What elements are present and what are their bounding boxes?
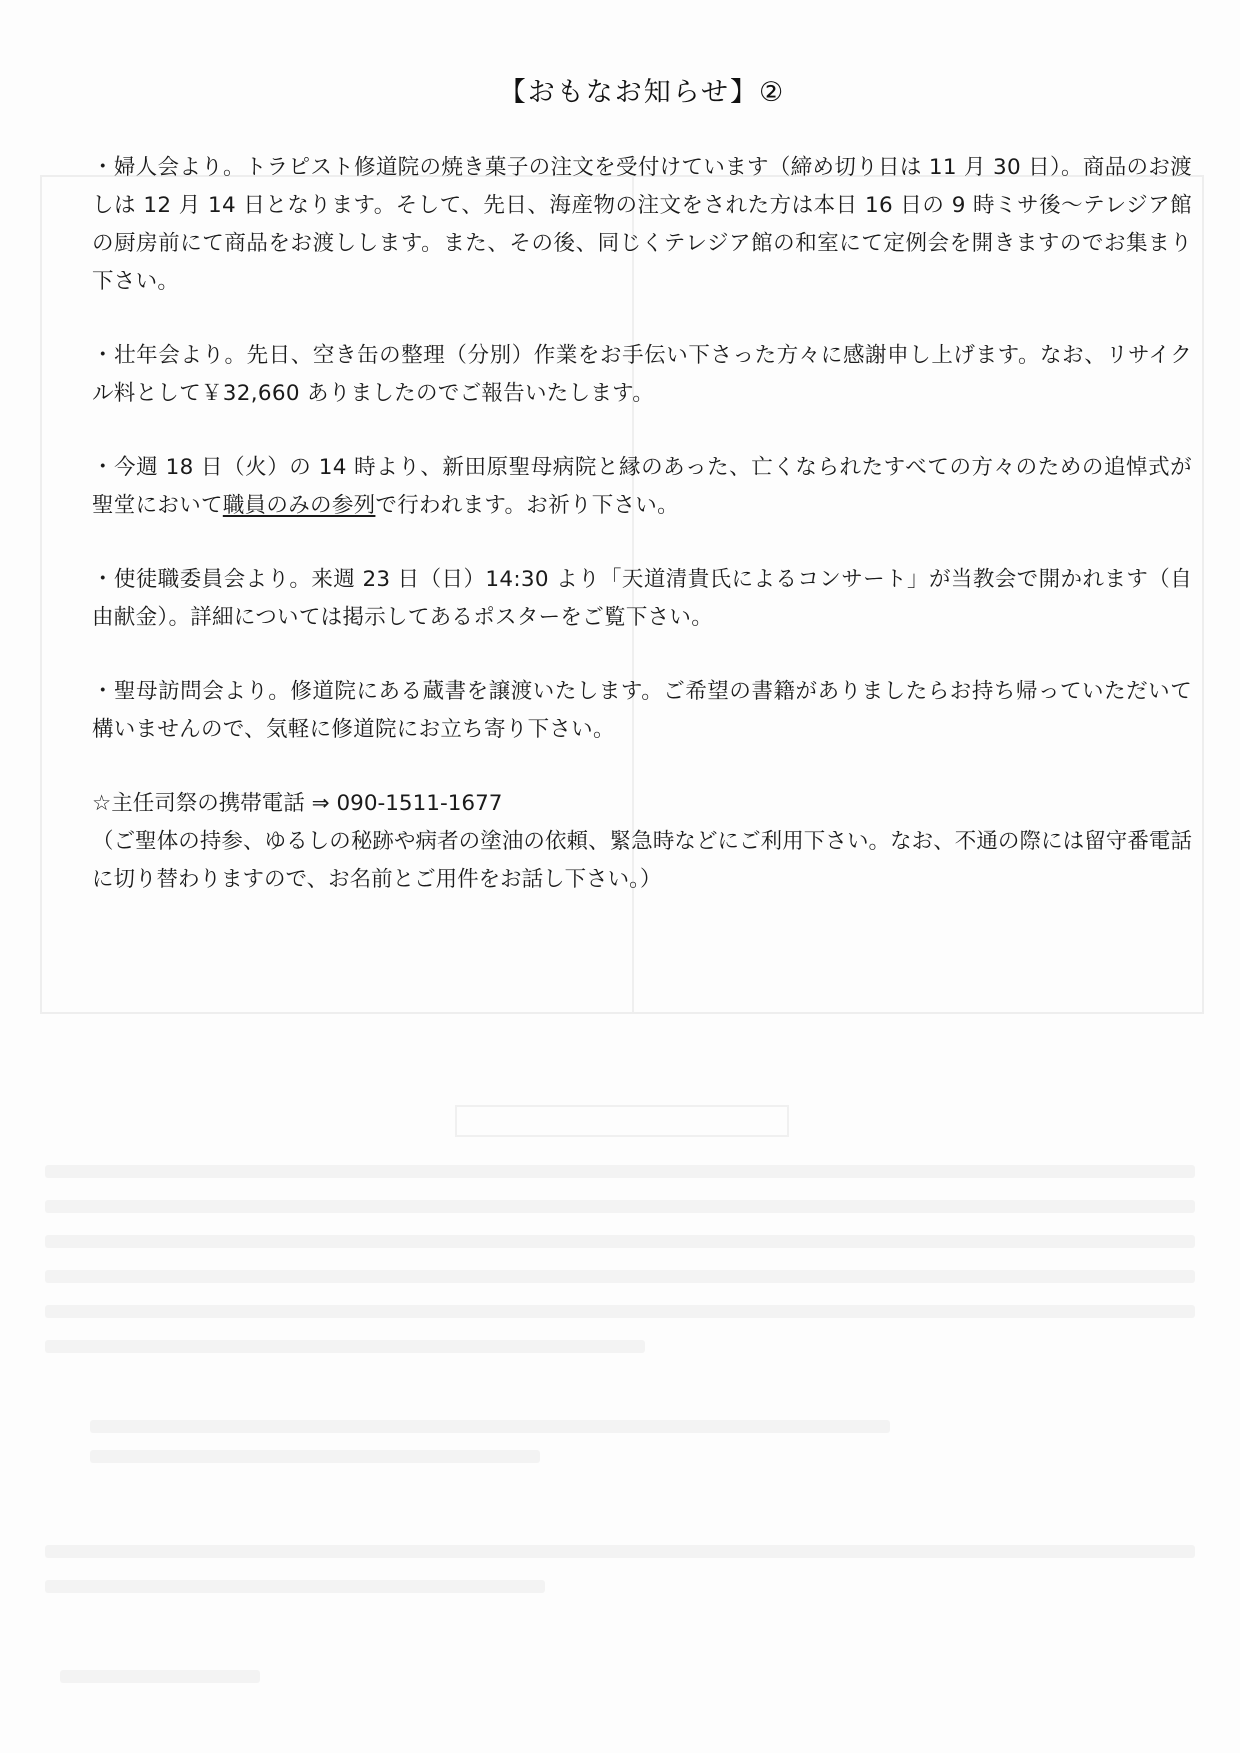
show-through-line — [60, 1670, 260, 1683]
show-through-line — [45, 1580, 545, 1593]
show-through-line — [45, 1235, 1195, 1248]
notice-memorial-text-before: ・今週 18 日（火）の 14 時より、新田原聖母病院と縁のあった、亡くなられたすべての方々のための追悼式が聖堂において — [92, 455, 1192, 518]
show-through-line — [45, 1305, 1195, 1318]
page-title: 【おもなお知らせ】② — [498, 77, 786, 108]
priest-phone-note: （ご聖体の持参、ゆるしの秘跡や病者の塗油の依頼、緊急時などにご利用下さい。なお、不通の際には留守番電話に切り替わりますので、お名前とご用件をお話し下さい。） — [92, 829, 1192, 892]
notice-memorial-underlined: 職員のみの参列 — [222, 493, 376, 518]
show-through-line — [90, 1450, 540, 1463]
show-through-line — [45, 1270, 1195, 1283]
notices-section — [92, 70, 1192, 899]
show-through-line — [90, 1420, 890, 1433]
show-through-line — [45, 1545, 1195, 1558]
notice-book-giveaway: ・聖母訪問会より。修道院にある蔵書を譲渡いたします。ご希望の書籍がありましたらお持ち帰っていただいて構いませんので、気軽に修道院にお立ち寄り下さい。 — [92, 679, 1192, 742]
show-through-heading — [455, 1105, 789, 1137]
show-through-line — [45, 1165, 1195, 1178]
notice-womens-group: ・婦人会より。トラピスト修道院の焼き菓子の注文を受付けています（締め切り日は 11 月 30 日）。商品のお渡しは 12 月 14 日となります。そして、先日、海産物の注文をされた方は本日 16 日の 9 時ミサ後～テレジア館の厨房前にて商品をお渡しします。また、その後、同じくテレジア館の和室にて定例会を開きますのでお集まり下さい。 — [92, 155, 1192, 294]
notice-mens-group: ・壮年会より。先日、空き缶の整理（分別）作業をお手伝い下さった方々に感謝申し上げます。なお、リサイクル料として￥32,660 ありましたのでご報告いたします。 — [92, 343, 1192, 406]
notice-memorial-text-after: で行われます。お祈り下さい。 — [375, 493, 679, 518]
notice-concert: ・使徒職委員会より。来週 23 日（日）14:30 より「天道清貴氏によるコンサート」が当教会で開かれます（自由献金）。詳細については掲示してあるポスターをご覧下さい。 — [92, 567, 1192, 630]
notice-memorial-service — [92, 449, 1192, 525]
show-through-line — [45, 1200, 1195, 1213]
show-through-line — [45, 1340, 645, 1353]
priest-phone-line: ☆主任司祭の携帯電話 ⇒ 090-1511-1677 — [92, 791, 503, 816]
